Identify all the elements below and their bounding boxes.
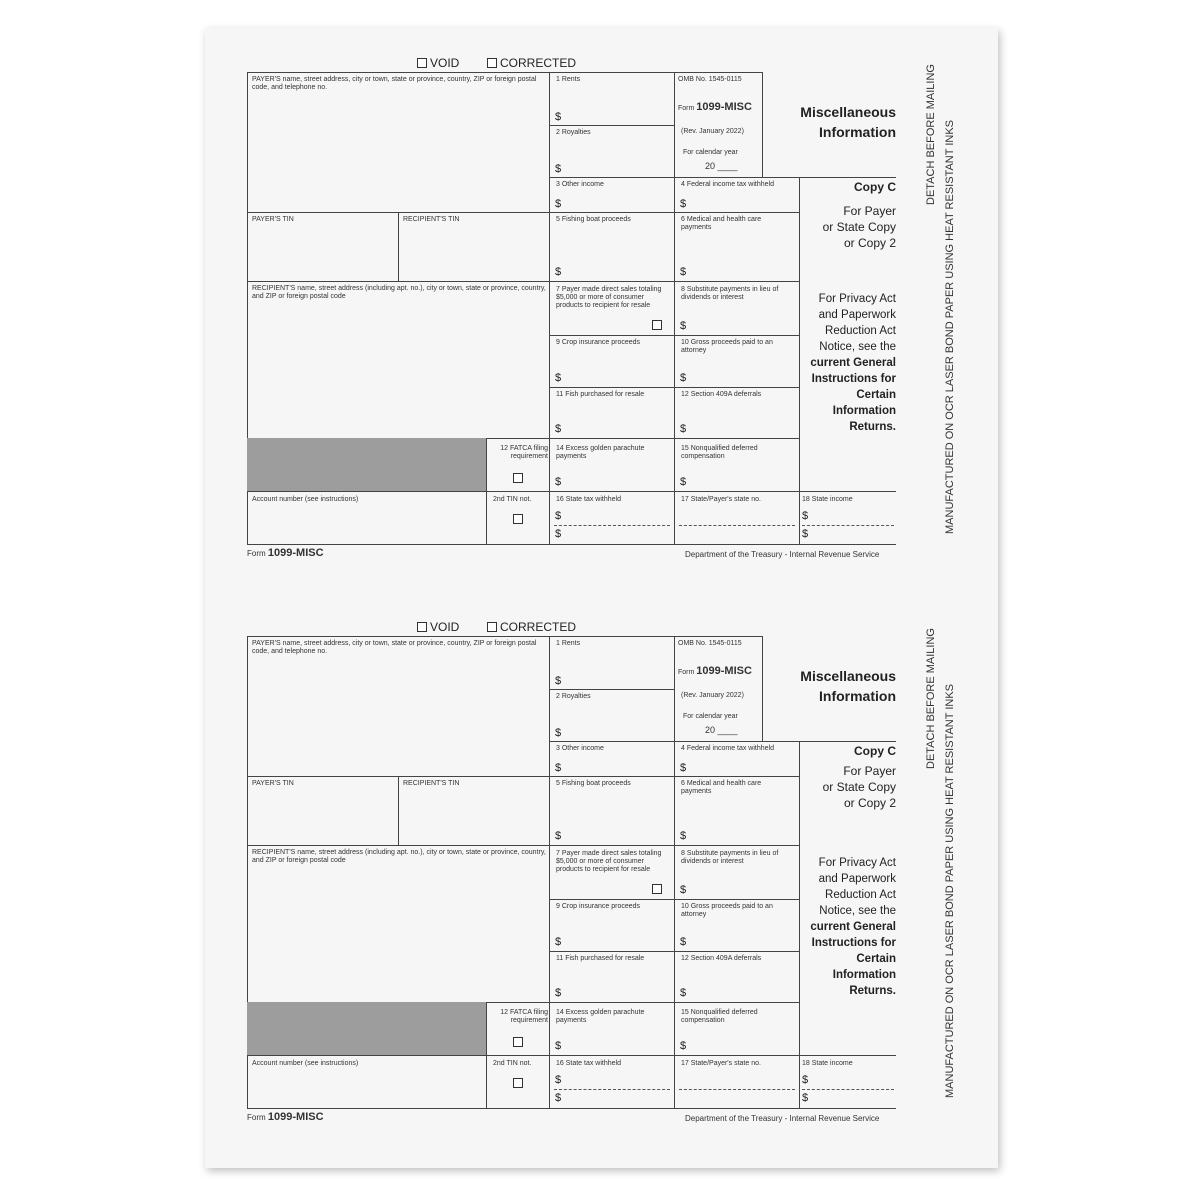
dollar-sign: $ — [555, 372, 562, 384]
box-7-direct-sales[interactable] — [549, 281, 675, 336]
corrected-label: CORRECTED — [500, 56, 577, 70]
box-6-label: 6 Medical and health care payments — [681, 780, 762, 795]
box-18-label: 18 State income — [802, 496, 853, 503]
void-check-square[interactable] — [417, 58, 427, 68]
fatca-label: 12 FATCA filing requirement — [500, 445, 548, 460]
void-checkbox[interactable] — [417, 56, 459, 70]
recipient-tin-label: RECIPIENT'S TIN — [403, 216, 460, 223]
shaded-area — [247, 438, 487, 492]
dashed-divider — [554, 1089, 670, 1090]
box-7-direct-sales[interactable] — [549, 845, 675, 900]
box-7-check-square[interactable] — [652, 320, 662, 330]
box-18-state-income[interactable] — [799, 1055, 896, 1109]
box-11-label: 11 Fish purchased for resale — [556, 391, 645, 398]
void-label: VOID — [430, 620, 460, 634]
privacy-line-2: and Paperwork — [818, 873, 896, 885]
privacy-line-4: Notice, see the — [819, 341, 896, 353]
dashed-divider — [679, 525, 795, 526]
box-15-nonqualified[interactable] — [674, 1002, 800, 1056]
privacy-line-6: Instructions for — [811, 937, 896, 949]
box-11-fish[interactable] — [549, 387, 675, 439]
box-1-label: 1 Rents — [556, 76, 581, 83]
form-name: 1099-MISC — [696, 665, 752, 677]
box-16-label: 16 State tax withheld — [556, 496, 621, 503]
dollar-sign: $ — [802, 510, 809, 522]
calendar-year: 20 ____ — [705, 161, 738, 171]
dollar-sign: $ — [680, 762, 687, 774]
tin-2nd-label: 2nd TIN not. — [493, 1060, 532, 1067]
box-2-royalties[interactable] — [549, 125, 675, 178]
box-1-label: 1 Rents — [556, 640, 581, 647]
copy-line-1: Copy C — [854, 744, 896, 758]
privacy-line-5: current General — [810, 921, 896, 933]
box-14-parachute[interactable] — [549, 1002, 675, 1056]
void-label: VOID — [430, 56, 460, 70]
footer-dept: Department of the Treasury - Internal Revenue Service — [685, 1114, 880, 1123]
box-17-state-no[interactable] — [674, 491, 800, 545]
box-5-fishing[interactable] — [549, 212, 675, 282]
fatca-box[interactable] — [486, 438, 550, 492]
box-7-check-square[interactable] — [652, 884, 662, 894]
form-name-line — [678, 667, 752, 677]
dollar-sign: $ — [555, 198, 562, 210]
dollar-sign: $ — [680, 1040, 687, 1052]
box-12-label: 12 Section 409A deferrals — [681, 391, 762, 398]
box-5-label: 5 Fishing boat proceeds — [556, 780, 631, 787]
dollar-sign: $ — [802, 1074, 809, 1086]
box-12-label: 12 Section 409A deferrals — [681, 955, 762, 962]
recipient-box[interactable] — [247, 845, 550, 1003]
box-8-substitute[interactable] — [674, 281, 800, 336]
privacy-line-2: and Paperwork — [818, 309, 896, 321]
box-4-federal-tax[interactable] — [674, 177, 800, 213]
box-9-label: 9 Crop insurance proceeds — [556, 339, 641, 346]
account-box[interactable] — [247, 1055, 487, 1109]
box-2-label: 2 Royalties — [556, 129, 591, 136]
side-text-detach: DETACH BEFORE MAILING — [925, 64, 937, 205]
box-4-federal-tax[interactable] — [674, 741, 800, 777]
dollar-sign: $ — [555, 1092, 562, 1104]
dollar-sign: $ — [680, 372, 687, 384]
privacy-line-1: For Privacy Act — [818, 293, 896, 305]
side-text-detach: DETACH BEFORE MAILING — [925, 628, 937, 769]
dashed-divider — [802, 525, 894, 526]
copy-line-2: For Payer — [843, 204, 896, 218]
payer-tin-label: PAYER'S TIN — [252, 780, 294, 787]
dollar-sign: $ — [680, 987, 687, 999]
box-6-medical[interactable] — [674, 212, 800, 282]
corrected-checkbox[interactable] — [487, 56, 576, 70]
dollar-sign: $ — [555, 266, 562, 278]
shaded-area — [247, 1002, 487, 1056]
dollar-sign: $ — [802, 528, 809, 540]
footer-form-name: 1099-MISC — [267, 547, 324, 559]
tin-2nd-box[interactable] — [486, 491, 550, 545]
box-10-label: 10 Gross proceeds paid to an attorney — [681, 339, 773, 354]
copy-line-3: or State Copy — [822, 780, 896, 794]
dollar-sign: $ — [555, 476, 562, 488]
privacy-line-5: current General — [810, 357, 896, 369]
privacy-line-9: Returns. — [849, 985, 896, 997]
privacy-line-7: Certain — [856, 389, 896, 401]
payer-label: PAYER'S name, street address, city or town, state or province, country, ZIP or foreign postal code, and telephone no. — [252, 76, 537, 91]
omb-box — [674, 636, 763, 742]
title-line-2: Information — [819, 688, 896, 704]
payer-tin-box[interactable] — [247, 776, 399, 846]
dollar-sign: $ — [555, 762, 562, 774]
form-name: 1099-MISC — [696, 101, 752, 113]
box-14-label: 14 Excess golden parachute payments — [556, 445, 645, 460]
box-17-label: 17 State/Payer's state no. — [681, 1060, 761, 1067]
box-16-label: 16 State tax withheld — [556, 1060, 621, 1067]
footer-form — [247, 1111, 324, 1123]
title-line-1: Miscellaneous — [800, 668, 896, 684]
dollar-sign: $ — [555, 936, 562, 948]
box-6-medical[interactable] — [674, 776, 800, 846]
fatca-label: 12 FATCA filing requirement — [500, 1009, 548, 1024]
box-9-crop[interactable] — [549, 335, 675, 388]
copy-designation — [790, 743, 896, 811]
form-prefix: Form — [678, 669, 695, 676]
dashed-divider — [802, 1089, 894, 1090]
footer-dept: Department of the Treasury - Internal Revenue Service — [685, 550, 880, 559]
account-box[interactable] — [247, 491, 487, 545]
copy-line-4: or Copy 2 — [843, 796, 896, 810]
rev-label: (Rev. January 2022) — [681, 128, 744, 135]
box-18-state-income[interactable] — [799, 491, 896, 545]
account-label: Account number (see instructions) — [252, 496, 359, 503]
form-name-line — [678, 103, 752, 113]
payer-tin-box[interactable] — [247, 212, 399, 282]
box-15-label: 15 Nonqualified deferred compensation — [681, 1009, 758, 1024]
omb-label: OMB No. 1545-0115 — [678, 640, 742, 647]
box-16-state-tax[interactable] — [549, 491, 675, 545]
dollar-sign: $ — [555, 987, 562, 999]
void-checkbox[interactable] — [417, 620, 459, 634]
box-11-fish[interactable] — [549, 951, 675, 1003]
dollar-sign: $ — [680, 936, 687, 948]
form-copy-bottom — [0, 564, 1200, 1128]
box-6-label: 6 Medical and health care payments — [681, 216, 762, 231]
box-14-label: 14 Excess golden parachute payments — [556, 1009, 645, 1024]
box-16-state-tax[interactable] — [549, 1055, 675, 1109]
copy-line-3: or State Copy — [822, 220, 896, 234]
box-1-rents[interactable] — [549, 636, 675, 690]
dollar-sign: $ — [802, 1092, 809, 1104]
fatca-check-square[interactable] — [513, 1037, 523, 1047]
corrected-check-square[interactable] — [487, 58, 497, 68]
dollar-sign: $ — [555, 1040, 562, 1052]
privacy-line-3: Reduction Act — [825, 889, 896, 901]
copy-designation — [790, 179, 896, 251]
footer-form-name: 1099-MISC — [267, 1111, 324, 1123]
dollar-sign: $ — [680, 884, 687, 896]
privacy-line-7: Certain — [856, 953, 896, 965]
payer-box[interactable] — [247, 636, 550, 777]
box-5-label: 5 Fishing boat proceeds — [556, 216, 631, 223]
box-3-other-income[interactable] — [549, 741, 675, 777]
privacy-notice — [790, 291, 896, 435]
box-8-substitute[interactable] — [674, 845, 800, 900]
dollar-sign: $ — [555, 423, 562, 435]
form-title — [770, 666, 896, 706]
omb-box — [674, 72, 763, 178]
corrected-check-square[interactable] — [487, 622, 497, 632]
form-copy-top — [0, 0, 1200, 564]
privacy-line-8: Information — [832, 969, 896, 981]
box-10-attorney[interactable] — [674, 335, 800, 388]
recipient-tin-box[interactable] — [398, 776, 550, 846]
corrected-label: CORRECTED — [500, 620, 577, 634]
privacy-line-8: Information — [832, 405, 896, 417]
tin-2nd-label: 2nd TIN not. — [493, 496, 532, 503]
recipient-box[interactable] — [247, 281, 550, 439]
dollar-sign: $ — [555, 510, 562, 522]
copy-line-4: or Copy 2 — [843, 236, 896, 250]
box-10-label: 10 Gross proceeds paid to an attorney — [681, 903, 773, 918]
box-14-parachute[interactable] — [549, 438, 675, 492]
privacy-line-6: Instructions for — [811, 373, 896, 385]
dollar-sign: $ — [555, 830, 562, 842]
title-line-1: Miscellaneous — [800, 104, 896, 120]
dollar-sign: $ — [555, 528, 562, 540]
box-7-label: 7 Payer made direct sales totaling $5,000 or more of consumer products to recipient for resale — [556, 286, 662, 309]
recipient-tin-box[interactable] — [398, 212, 550, 282]
void-check-square[interactable] — [417, 622, 427, 632]
box-11-label: 11 Fish purchased for resale — [556, 955, 645, 962]
tin-2nd-check-square[interactable] — [513, 514, 523, 524]
box-15-label: 15 Nonqualified deferred compensation — [681, 445, 758, 460]
fatca-box[interactable] — [486, 1002, 550, 1056]
dollar-sign: $ — [555, 111, 562, 123]
recipient-label: RECIPIENT'S name, street address (including apt. no.), city or town, state or province, country, and ZIP or foreign postal code — [252, 285, 546, 300]
calendar-year: 20 ____ — [705, 725, 738, 735]
payer-label: PAYER'S name, street address, city or town, state or province, country, ZIP or foreign postal code, and telephone no. — [252, 640, 537, 655]
fatca-check-square[interactable] — [513, 473, 523, 483]
dollar-sign: $ — [680, 476, 687, 488]
box-2-royalties[interactable] — [549, 689, 675, 742]
copy-line-1: Copy C — [854, 180, 896, 194]
box-8-label: 8 Substitute payments in lieu of dividends or interest — [681, 286, 779, 301]
box-3-label: 3 Other income — [556, 181, 604, 188]
privacy-line-9: Returns. — [849, 421, 896, 433]
box-4-label: 4 Federal income tax withheld — [681, 745, 774, 752]
dollar-sign: $ — [680, 423, 687, 435]
box-4-label: 4 Federal income tax withheld — [681, 181, 774, 188]
tin-2nd-check-square[interactable] — [513, 1078, 523, 1088]
box-17-state-no[interactable] — [674, 1055, 800, 1109]
privacy-line-1: For Privacy Act — [818, 857, 896, 869]
box-5-fishing[interactable] — [549, 776, 675, 846]
dollar-sign: $ — [680, 830, 687, 842]
box-3-other-income[interactable] — [549, 177, 675, 213]
dollar-sign: $ — [555, 163, 562, 175]
box-8-label: 8 Substitute payments in lieu of dividends or interest — [681, 850, 779, 865]
box-7-label: 7 Payer made direct sales totaling $5,000 or more of consumer products to recipient for resale — [556, 850, 662, 873]
dollar-sign: $ — [680, 198, 687, 210]
payer-box[interactable] — [247, 72, 550, 213]
box-2-label: 2 Royalties — [556, 693, 591, 700]
box-10-attorney[interactable] — [674, 899, 800, 952]
tin-2nd-box[interactable] — [486, 1055, 550, 1109]
calendar-label: For calendar year — [683, 713, 738, 720]
dollar-sign: $ — [680, 320, 687, 332]
dollar-sign: $ — [555, 675, 562, 687]
title-line-2: Information — [819, 124, 896, 140]
form-prefix: Form — [678, 105, 695, 112]
box-3-label: 3 Other income — [556, 745, 604, 752]
footer-form-prefix: Form — [247, 1113, 266, 1122]
dollar-sign: $ — [680, 266, 687, 278]
box-9-label: 9 Crop insurance proceeds — [556, 903, 641, 910]
box-17-label: 17 State/Payer's state no. — [681, 496, 761, 503]
account-label: Account number (see instructions) — [252, 1060, 359, 1067]
recipient-tin-label: RECIPIENT'S TIN — [403, 780, 460, 787]
box-12-409a[interactable] — [674, 951, 800, 1003]
omb-label: OMB No. 1545-0115 — [678, 76, 742, 83]
privacy-notice — [790, 855, 896, 999]
copy-line-2: For Payer — [843, 764, 896, 778]
privacy-line-4: Notice, see the — [819, 905, 896, 917]
box-1-rents[interactable] — [549, 72, 675, 126]
recipient-label: RECIPIENT'S name, street address (including apt. no.), city or town, state or province, country, and ZIP or foreign postal code — [252, 849, 546, 864]
box-9-crop[interactable] — [549, 899, 675, 952]
box-18-label: 18 State income — [802, 1060, 853, 1067]
dashed-divider — [554, 525, 670, 526]
side-text-manufactured: MANUFACTURED ON OCR LASER BOND PAPER USING HEAT RESISTANT INKS — [944, 684, 956, 1098]
privacy-line-3: Reduction Act — [825, 325, 896, 337]
box-12-409a[interactable] — [674, 387, 800, 439]
rev-label: (Rev. January 2022) — [681, 692, 744, 699]
dashed-divider — [679, 1089, 795, 1090]
footer-form — [247, 547, 324, 559]
calendar-label: For calendar year — [683, 149, 738, 156]
payer-tin-label: PAYER'S TIN — [252, 216, 294, 223]
form-title — [770, 102, 896, 142]
side-text-manufactured: MANUFACTURED ON OCR LASER BOND PAPER USING HEAT RESISTANT INKS — [944, 120, 956, 534]
dollar-sign: $ — [555, 727, 562, 739]
box-15-nonqualified[interactable] — [674, 438, 800, 492]
dollar-sign: $ — [555, 1074, 562, 1086]
corrected-checkbox[interactable] — [487, 620, 576, 634]
footer-form-prefix: Form — [247, 549, 266, 558]
